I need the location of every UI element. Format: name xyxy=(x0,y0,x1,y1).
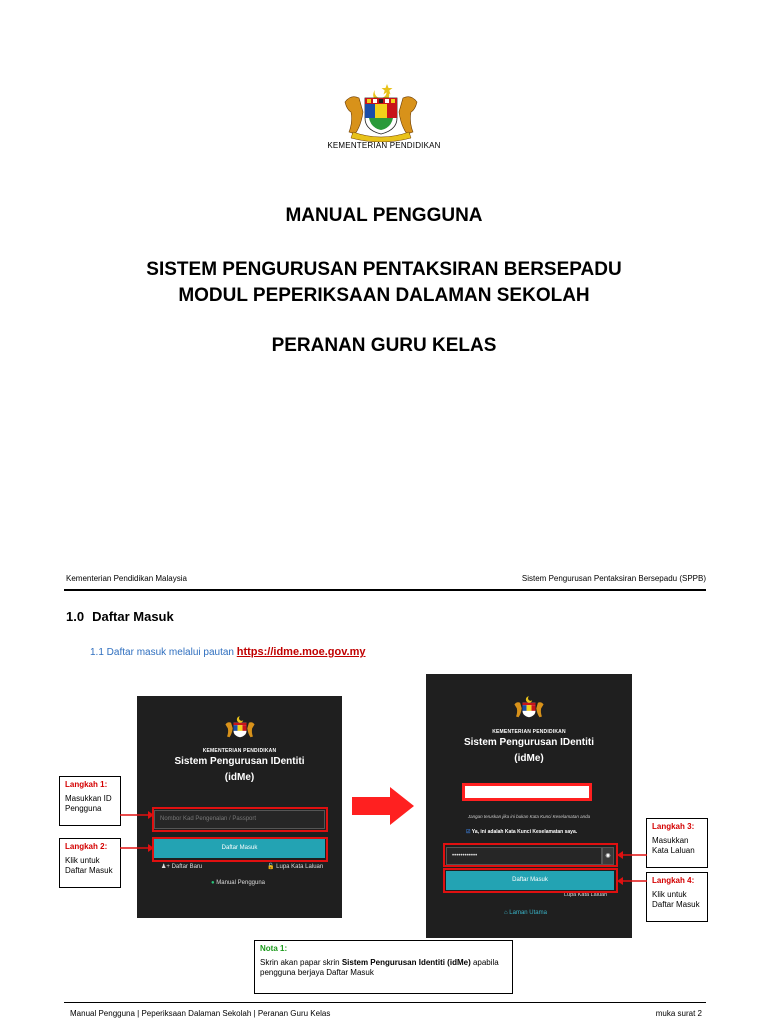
note-title: Nota 1: xyxy=(260,944,288,953)
id-input[interactable]: Nombor Kad Pengenalan / Passport xyxy=(154,810,325,829)
forgot-label: Lupa Kata Laluan xyxy=(276,864,324,870)
coat-of-arms-logo xyxy=(339,80,423,142)
password-system-abbr: (idMe) xyxy=(514,753,544,764)
section-heading xyxy=(66,609,174,624)
step3-arrow-icon xyxy=(617,850,647,860)
login-button-highlight xyxy=(152,837,328,862)
manual-label: Manual Pengguna xyxy=(216,880,266,886)
step3-text: Masukkan Kata Laluan xyxy=(652,836,695,855)
login-system-abbr: (idMe) xyxy=(224,772,255,783)
idme-link[interactable]: https://idme.moe.gov.my xyxy=(236,646,366,658)
step3-title: Langkah 3: xyxy=(652,822,695,831)
home-label: Laman Utama xyxy=(509,910,547,916)
page-number: muka surat 2 xyxy=(655,1009,702,1018)
password-screenshot xyxy=(426,674,632,938)
password-system-name: Sistem Pengurusan IDentiti xyxy=(463,737,595,748)
header-divider xyxy=(64,589,706,591)
cover-title: MANUAL PENGGUNA xyxy=(285,205,483,226)
section-title: Daftar Masuk xyxy=(92,609,174,624)
redacted-security-image xyxy=(462,783,592,801)
login-system-name: Sistem Pengurusan IDentiti xyxy=(174,756,305,767)
password-input-highlight xyxy=(443,843,618,867)
unlock-icon: 🔓 xyxy=(267,864,275,870)
step2-arrow-icon xyxy=(120,843,154,853)
cover-system-line-2: MODUL PEPERIKSAAN DALAMAN SEKOLAH xyxy=(178,285,590,306)
section-subtext xyxy=(90,646,366,658)
page-header-right: Sistem Pengurusan Pentaksiran Bersepadu (SPPB) xyxy=(521,574,706,583)
cover-role: PERANAN GURU KELAS xyxy=(271,335,497,356)
step1-title: Langkah 1: xyxy=(65,780,108,789)
note-text-pre: Skrin akan papar skrin xyxy=(260,958,342,967)
mini-crest-icon-2 xyxy=(512,694,546,722)
checkbox-icon: ☑ xyxy=(466,829,471,835)
step4-callout xyxy=(646,872,708,922)
password-ministry: KEMENTERIAN PENDIDIKAN xyxy=(492,729,566,735)
note-text-bold: Sistem Pengurusan Identiti (idMe) xyxy=(341,958,471,967)
add-user-icon: ♟+ xyxy=(161,864,170,870)
forgot-password-link[interactable] xyxy=(267,863,323,870)
login-button[interactable]: Daftar Masuk xyxy=(154,839,325,858)
step1-callout xyxy=(59,776,121,826)
step2-callout xyxy=(59,838,121,888)
mini-crest-icon xyxy=(223,714,257,742)
confirm-checkbox[interactable] xyxy=(466,829,577,835)
register-label: Daftar Baru xyxy=(171,864,203,870)
step4-title: Langkah 4: xyxy=(652,876,695,885)
subtext-label: 1.1 Daftar masuk melalui pautan xyxy=(90,647,237,658)
register-link[interactable] xyxy=(161,863,202,870)
id-input-highlight xyxy=(152,807,328,832)
confirm-label: Ya, ini adalah Kata Kunci Keselamatan saya. xyxy=(471,829,578,835)
note-text-post: apabila pengguna berjaya Daftar Masuk xyxy=(260,958,499,977)
step2-title: Langkah 2: xyxy=(65,842,108,851)
password-login-highlight xyxy=(443,868,618,893)
password-input[interactable]: •••••••••••• xyxy=(446,847,602,865)
next-screen-arrow-icon xyxy=(352,787,414,825)
footer-left: Manual Pengguna | Peperiksaan Dalaman Sekolah | Peranan Guru Kelas xyxy=(70,1009,331,1018)
show-password-eye-icon[interactable]: ◉ xyxy=(602,847,614,865)
password-login-button[interactable]: Daftar Masuk xyxy=(446,871,614,890)
step1-arrow-icon xyxy=(120,810,154,820)
password-forgot-link[interactable]: Lupa Kata Laluan xyxy=(564,892,608,898)
home-icon: ⌂ xyxy=(504,910,508,916)
step4-text: Klik untuk Daftar Masuk xyxy=(652,890,700,909)
cover-system-line-1: SISTEM PENGURUSAN PENTAKSIRAN BERSEPADU xyxy=(146,259,622,280)
home-link[interactable] xyxy=(504,910,547,916)
cover-ministry-name: KEMENTERIAN PENDIDIKAN xyxy=(327,141,441,150)
page-header-left: Kementerian Pendidikan Malaysia xyxy=(66,574,187,583)
info-icon: ● xyxy=(211,880,215,886)
manual-link[interactable] xyxy=(211,880,265,886)
login-ministry: KEMENTERIAN PENDIDIKAN xyxy=(202,748,277,754)
note-callout xyxy=(254,940,513,994)
step2-text: Klik untuk Daftar Masuk xyxy=(65,856,113,875)
note-text xyxy=(260,958,507,978)
security-warning: Jangan teruskan jika ini bukan Kata Kunci Keselamatan anda xyxy=(467,814,591,819)
section-number: 1.0 xyxy=(66,609,85,624)
step3-callout xyxy=(646,818,708,868)
step1-text: Masukkan ID Pengguna xyxy=(65,794,112,813)
footer-divider xyxy=(64,1002,706,1003)
step4-arrow-icon xyxy=(617,876,647,886)
